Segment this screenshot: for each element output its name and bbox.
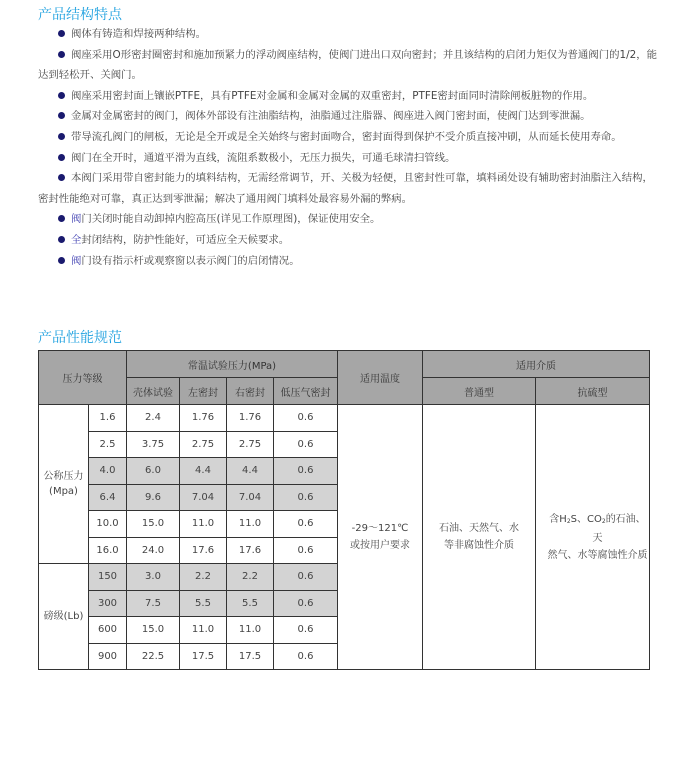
- header-left-seal: 左密封: [180, 378, 227, 405]
- section-title-structure: 产品结构特点: [38, 7, 122, 23]
- header-low-pressure-gas-seal: 低压气密封: [274, 378, 338, 405]
- cell-shell-test: 2.4: [127, 405, 180, 432]
- cell-grade: 4.0: [89, 458, 127, 485]
- feature-list: [38, 24, 658, 271]
- cell-left-seal: 4.4: [180, 458, 227, 485]
- feature-item: [38, 148, 658, 169]
- cell-left-seal: 2.75: [180, 431, 227, 458]
- header-pressure-class: 压力等级: [39, 351, 127, 405]
- cell-sulfur-medium: [536, 405, 650, 670]
- cell-gas-seal: 0.6: [274, 643, 338, 670]
- cell-left-seal: 11.0: [180, 617, 227, 644]
- cell-grade: 300: [89, 590, 127, 617]
- cell-gas-seal: 0.6: [274, 537, 338, 564]
- feature-item: [38, 127, 658, 148]
- cell-gas-seal: 0.6: [274, 590, 338, 617]
- cell-left-seal: 11.0: [180, 511, 227, 538]
- feature-text: 门设有指示杆或观察窗以表示阀门的启闭情况。: [81, 254, 300, 267]
- group-label-nominal: [39, 405, 89, 564]
- header-medium: 适用介质: [423, 351, 650, 378]
- header-test-pressure: 常温试验压力(MPa): [127, 351, 338, 378]
- feature-item: [38, 86, 658, 107]
- feature-highlight: 阀: [71, 254, 82, 267]
- cell-gas-seal: 0.6: [274, 484, 338, 511]
- cell-grade: 10.0: [89, 511, 127, 538]
- feature-highlight: 全: [71, 233, 82, 246]
- temperature-line: 或按用户要求: [350, 540, 410, 551]
- cell-right-seal: 11.0: [227, 617, 274, 644]
- cell-left-seal: 17.5: [180, 643, 227, 670]
- cell-shell-test: 9.6: [127, 484, 180, 511]
- cell-right-seal: 17.6: [227, 537, 274, 564]
- medium-line: 石油、天然气、水: [439, 523, 519, 534]
- feature-item: [38, 168, 658, 209]
- cell-shell-test: 22.5: [127, 643, 180, 670]
- medium-line: S、CO: [570, 513, 602, 525]
- cell-right-seal: 1.76: [227, 405, 274, 432]
- cell-right-seal: 7.04: [227, 484, 274, 511]
- cell-right-seal: 4.4: [227, 458, 274, 485]
- cell-shell-test: 15.0: [127, 617, 180, 644]
- feature-item: [38, 45, 658, 86]
- feature-text: 阀体有铸造和焊接两种结构。: [71, 28, 207, 40]
- cell-shell-test: 3.0: [127, 564, 180, 591]
- cell-gas-seal: 0.6: [274, 617, 338, 644]
- cell-shell-test: 24.0: [127, 537, 180, 564]
- feature-text: 带导流孔阀门的闸板，无论是全开或是全关始终与密封面吻合，密封面得到保护不受介质直接冲刷，从而延长使用寿命。: [71, 130, 622, 143]
- group-label-line: 公称压力: [43, 471, 84, 482]
- spec-table: [38, 350, 650, 670]
- cell-grade: 600: [89, 617, 127, 644]
- cell-gas-seal: 0.6: [274, 431, 338, 458]
- cell-gas-seal: 0.6: [274, 564, 338, 591]
- header-sulfur-resistant-type: 抗硫型: [536, 378, 650, 405]
- subscript: 2: [601, 517, 606, 525]
- feature-text: 金属对金属密封的阀门，阀体外部设有注油脂结构，油脂通过注脂器、阀座进入阀门密封面，使阀门达到零泄漏。: [71, 110, 591, 123]
- medium-line: 含H: [549, 513, 567, 525]
- feature-highlight: 阀: [71, 213, 82, 226]
- bullet-icon: [58, 133, 65, 140]
- subscript: 2: [566, 517, 571, 525]
- cell-gas-seal: 0.6: [274, 405, 338, 432]
- section-title-spec: 产品性能规范: [38, 330, 122, 346]
- cell-grade: 1.6: [89, 405, 127, 432]
- bullet-icon: [58, 92, 65, 99]
- bullet-icon: [58, 154, 65, 161]
- header-right-seal: 右密封: [227, 378, 274, 405]
- header-shell-test: 壳体试验: [127, 378, 180, 405]
- cell-grade: 900: [89, 643, 127, 670]
- header-temperature: 适用温度: [338, 351, 423, 405]
- cell-shell-test: 15.0: [127, 511, 180, 538]
- feature-text: 本阀门采用带自密封能力的填料结构，无需经常调节，开、关极为轻便，且密封性可靠，填料函处设有辅助密封油脂注入结构，密封性能绝对可靠，真正达到零泄漏；解决了通用阀门填料处最容易外漏的弊病。: [38, 172, 653, 205]
- bullet-icon: [58, 30, 65, 37]
- cell-gas-seal: 0.6: [274, 458, 338, 485]
- medium-line: 然气、水等腐蚀性介质: [547, 549, 648, 561]
- feature-item: [38, 24, 658, 45]
- feature-text: 门关闭时能自动卸掉内腔高压(详见工作原理图)，保证使用安全。: [81, 213, 381, 226]
- cell-gas-seal: 0.6: [274, 511, 338, 538]
- cell-left-seal: 2.2: [180, 564, 227, 591]
- cell-shell-test: 3.75: [127, 431, 180, 458]
- cell-left-seal: 1.76: [180, 405, 227, 432]
- cell-right-seal: 2.2: [227, 564, 274, 591]
- cell-right-seal: 11.0: [227, 511, 274, 538]
- feature-text: 阀座采用O形密封圈密封和施加预紧力的浮动阀座结构，使阀门进出口双向密封；并且该结构的启闭力矩仅为普通阀门的1/2，能达到轻松开、关阀门。: [38, 48, 657, 82]
- temperature-line: -29～121℃: [351, 523, 409, 534]
- bullet-icon: [58, 51, 65, 58]
- cell-left-seal: 5.5: [180, 590, 227, 617]
- cell-grade: 150: [89, 564, 127, 591]
- cell-right-seal: 5.5: [227, 590, 274, 617]
- feature-text: 阀门在全开时，通道平滑为直线，流阻系数极小，无压力损失，可通毛球清扫管线。: [71, 151, 456, 164]
- cell-normal-medium: [423, 405, 536, 670]
- bullet-icon: [58, 236, 65, 243]
- cell-right-seal: 2.75: [227, 431, 274, 458]
- feature-item: [38, 106, 658, 127]
- cell-left-seal: 7.04: [180, 484, 227, 511]
- cell-left-seal: 17.6: [180, 537, 227, 564]
- bullet-icon: [58, 112, 65, 119]
- cell-grade: 16.0: [89, 537, 127, 564]
- feature-item: [38, 209, 658, 230]
- group-label-line: (Mpa): [49, 486, 78, 497]
- medium-line: 等非腐蚀性介质: [444, 540, 514, 551]
- bullet-icon: [58, 215, 65, 222]
- bullet-icon: [58, 174, 65, 181]
- cell-shell-test: 6.0: [127, 458, 180, 485]
- feature-text: 阀座采用密封面上镶嵌PTFE，具有PTFE对金属和金属对金属的双重密封，PTFE密封面同时清除闸板脏物的作用。: [71, 89, 594, 102]
- feature-item: [38, 230, 658, 251]
- header-normal-type: 普通型: [423, 378, 536, 405]
- bullet-icon: [58, 257, 65, 264]
- medium-line: 的石油、天: [592, 513, 646, 544]
- table-row: [39, 405, 650, 432]
- feature-text: 封闭结构，防护性能好，可适应全天候要求。: [81, 233, 290, 246]
- cell-grade: 2.5: [89, 431, 127, 458]
- cell-temperature: [338, 405, 423, 670]
- feature-item: [38, 251, 658, 272]
- cell-grade: 6.4: [89, 484, 127, 511]
- cell-right-seal: 17.5: [227, 643, 274, 670]
- group-label-class: 磅级(Lb): [39, 564, 89, 670]
- cell-shell-test: 7.5: [127, 590, 180, 617]
